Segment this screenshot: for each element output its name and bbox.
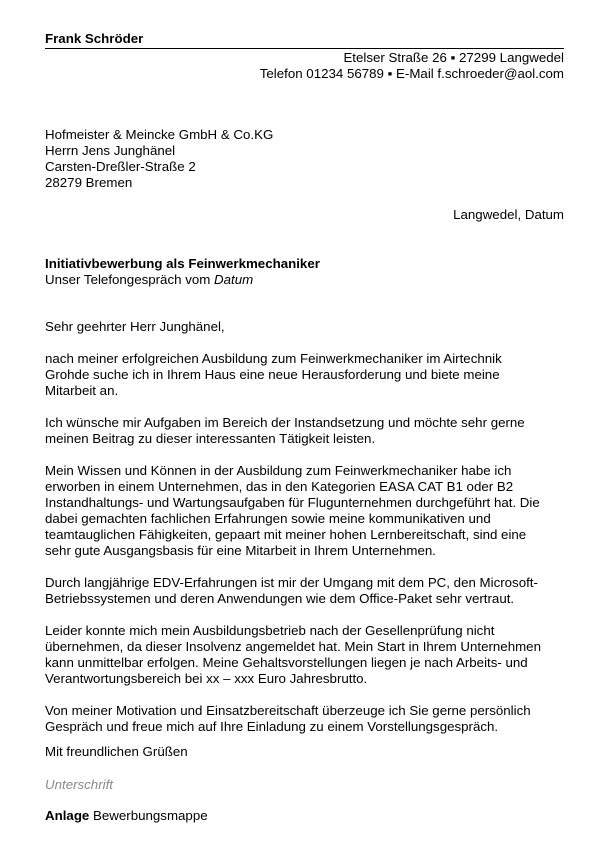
- subject-reference-prefix: Unser Telefongespräch vom: [45, 272, 215, 287]
- subject-reference-date: Datum: [214, 272, 254, 287]
- subject-title: Initiativbewerbung als Feinwerkmechaniker: [45, 256, 320, 271]
- recipient-address: [45, 127, 273, 191]
- sender-contact: Telefon 01234 56789 ▪ E-Mail f.schroeder@aol.com: [259, 66, 564, 81]
- closing: Mit freundlichen Grüßen: [45, 744, 188, 759]
- subject-reference: [45, 272, 320, 288]
- recipient-city: 28279 Bremen: [45, 175, 133, 190]
- recipient-company: Hofmeister & Meincke GmbH & Co.KG: [45, 127, 274, 142]
- place-date: Langwedel, Datum: [453, 207, 564, 222]
- attachment-text: Bewerbungsmappe: [89, 808, 208, 823]
- subject-block: [45, 256, 320, 288]
- attachment-line: [45, 808, 208, 824]
- body-paragraph: Von meiner Motivation und Einsatzbereitschaft überzeuge ich Sie gerne persönlich Gespräch und freue mich auf Ihre Einladung zu einem Vorstellungsgespräch.: [45, 703, 531, 734]
- recipient-person: Herrn Jens Junghänel: [45, 143, 176, 158]
- attachment-label: Anlage: [45, 808, 90, 823]
- body-paragraph: Ich wünsche mir Aufgaben im Bereich der Instandsetzung und möchte sehr gerne meinen Beitrag zu dieser interessanten Tätigkeit leisten.: [45, 415, 525, 446]
- header-divider: [45, 48, 564, 49]
- body-paragraph: Durch langjährige EDV-Erfahrungen ist mir der Umgang mit dem PC, den Microsoft- Betriebssystemen und deren Anwendungen wie dem Office-Paket sehr vertraut.: [45, 575, 538, 606]
- sender-name: Frank Schröder: [45, 31, 144, 46]
- signature-placeholder: Unterschrift: [45, 777, 113, 792]
- body-paragraph: nach meiner erfolgreichen Ausbildung zum Feinwerkmechaniker im Airtechnik Grohde suche ich in Ihrem Haus eine neue Herausforderung und biete meine Mitarbeit an.: [45, 351, 502, 398]
- body-paragraph: Mein Wissen und Können in der Ausbildung zum Feinwerkmechaniker habe ich erworben in einem Unternehmen, das in den Kategorien EASA CAT B1 oder B2 Instandhaltungs- und Wartungsaufgaben für Flugunternehmen durchgeführt hat. Die dabei gemachten fachlichen Erfahrungen sowie meine kommunikativen und teamtauglichen Fähigkeiten, gepaart mit meiner hohen Lernbereitschaft, sind eine sehr gute Ausgangsbasis für eine Mitarbeit in Ihrem Unternehmen.: [45, 463, 540, 558]
- sender-address: Etelser Straße 26 ▪ 27299 Langwedel: [343, 50, 564, 65]
- salutation: Sehr geehrter Herr Junghänel,: [45, 319, 225, 334]
- recipient-street: Carsten-Dreßler-Straße 2: [45, 159, 196, 174]
- body-paragraph: Leider konnte mich mein Ausbildungsbetrieb nach der Gesellenprüfung nicht übernehmen, da dieser Insolvenz angemeldet hat. Mein Start in Ihrem Unternehmen kann unmittelbar erfolgen. Meine Gehaltsvorstellungen liegen je nach Arbeits- und Verantwortungsbereich bei xx – xxx Euro Jahresbrutto.: [45, 623, 541, 686]
- letter-body: [45, 319, 565, 751]
